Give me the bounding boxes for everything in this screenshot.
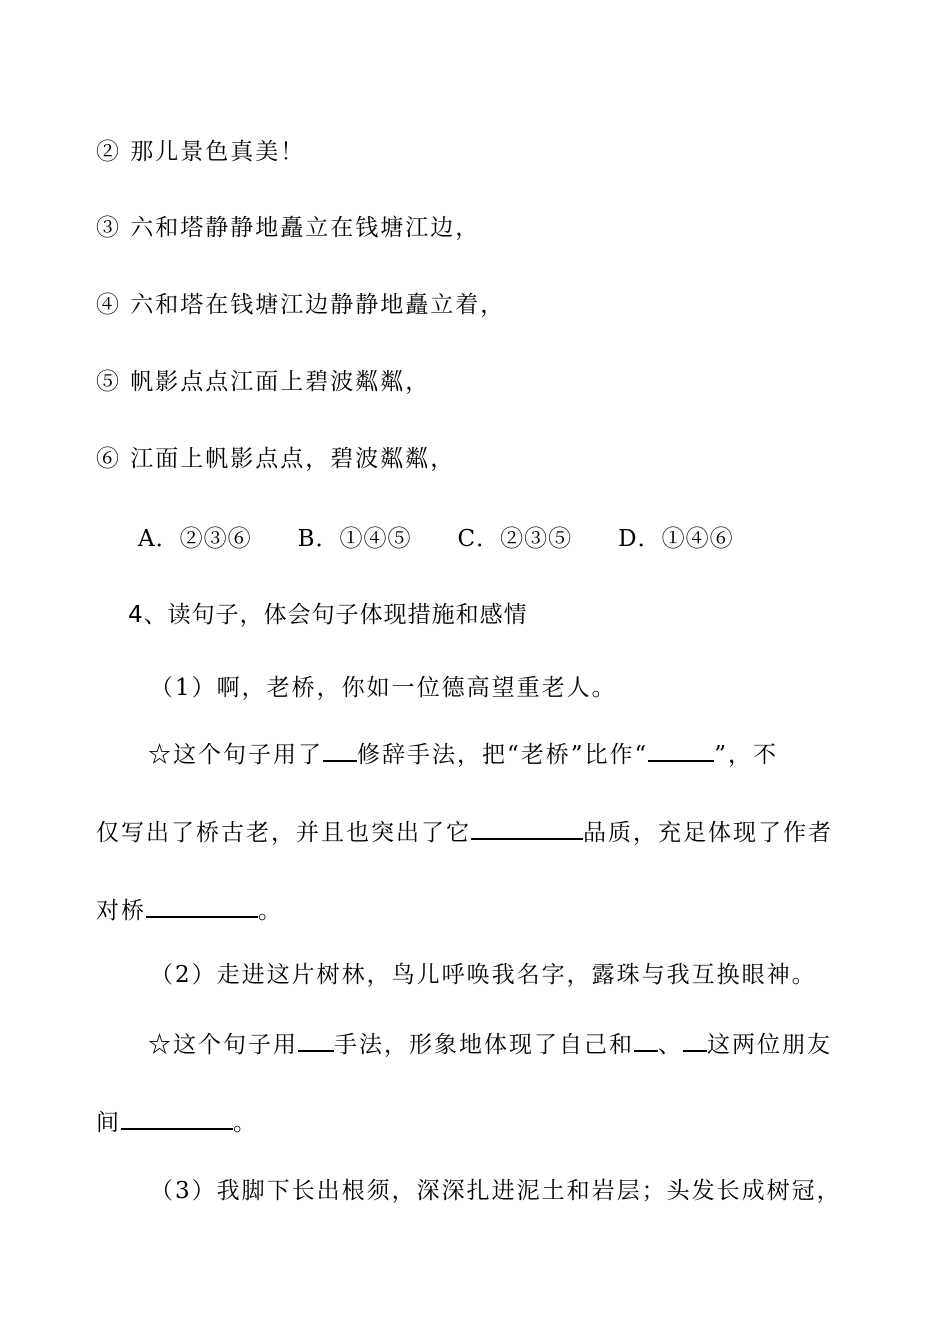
fill-blank[interactable] [683, 1028, 707, 1052]
option-d[interactable]: D．①④⑥ [618, 526, 734, 552]
fill-blank[interactable] [298, 1028, 334, 1052]
q4-2-text-f: 。 [233, 1110, 258, 1136]
fill-blank[interactable] [323, 738, 357, 762]
q4-1-text-d: 仅写出了桥古老，并且也突出了它 [96, 820, 471, 846]
fill-blank[interactable] [634, 1028, 658, 1052]
q4-1-text-c: ”，不 [714, 742, 779, 768]
q4-1-line-2 [96, 816, 833, 848]
option-a[interactable]: A．②③⑥ [138, 526, 252, 552]
sentence-3: ③ 六和塔静静地矗立在钱塘江边， [96, 215, 481, 241]
fill-blank[interactable] [146, 894, 258, 918]
sentence-2: ② 那儿景色真美！ [96, 139, 306, 165]
q4-2-text-a: ☆这个句子用 [148, 1032, 298, 1058]
q4-1-line-1 [148, 738, 778, 770]
q4-sentence-2: （2）走进这片树林，鸟儿呼唤我名字，露珠与我互换眼神。 [150, 962, 817, 988]
q4-2-line-1 [148, 1028, 832, 1060]
q4-1-text-a: ☆这个句子用了 [148, 742, 323, 768]
q4-2-text-e: 间 [96, 1110, 121, 1136]
q4-1-text-b: 修辞手法，把“老桥”比作“ [357, 742, 649, 768]
option-c[interactable]: C．②③⑤ [457, 526, 573, 552]
option-b[interactable]: B．①④⑤ [297, 526, 412, 552]
q4-1-text-f: 对桥 [96, 898, 146, 924]
q4-2-text-d: 这两位朋友 [707, 1032, 832, 1058]
fill-blank[interactable] [121, 1106, 233, 1130]
q4-2-line-2 [96, 1106, 258, 1138]
fill-blank[interactable] [648, 738, 714, 762]
q4-2-text-c: 、 [658, 1032, 683, 1058]
q4-2-text-b: 手法，形象地体现了自己和 [334, 1032, 634, 1058]
sentence-6: ⑥ 江面上帆影点点，碧波粼粼， [96, 446, 456, 472]
q4-1-text-e: 品质，充足体现了作者 [583, 820, 833, 846]
q4-sentence-3: （3）我脚下长出根须，深深扎进泥土和岩层；头发长成树冠， [150, 1178, 842, 1204]
q4-1-line-3 [96, 894, 283, 926]
fill-blank[interactable] [471, 816, 583, 840]
sentence-5: ⑤ 帆影点点江面上碧波粼粼， [96, 369, 431, 395]
answer-options [138, 524, 780, 554]
q4-1-text-g: 。 [258, 898, 283, 924]
question-4-title: 4、读句子，体会句子体现措施和感情 [128, 602, 528, 628]
q4-sentence-1: （1）啊，老桥，你如一位德高望重老人。 [150, 675, 617, 701]
sentence-4: ④ 六和塔在钱塘江边静静地矗立着， [96, 292, 506, 318]
